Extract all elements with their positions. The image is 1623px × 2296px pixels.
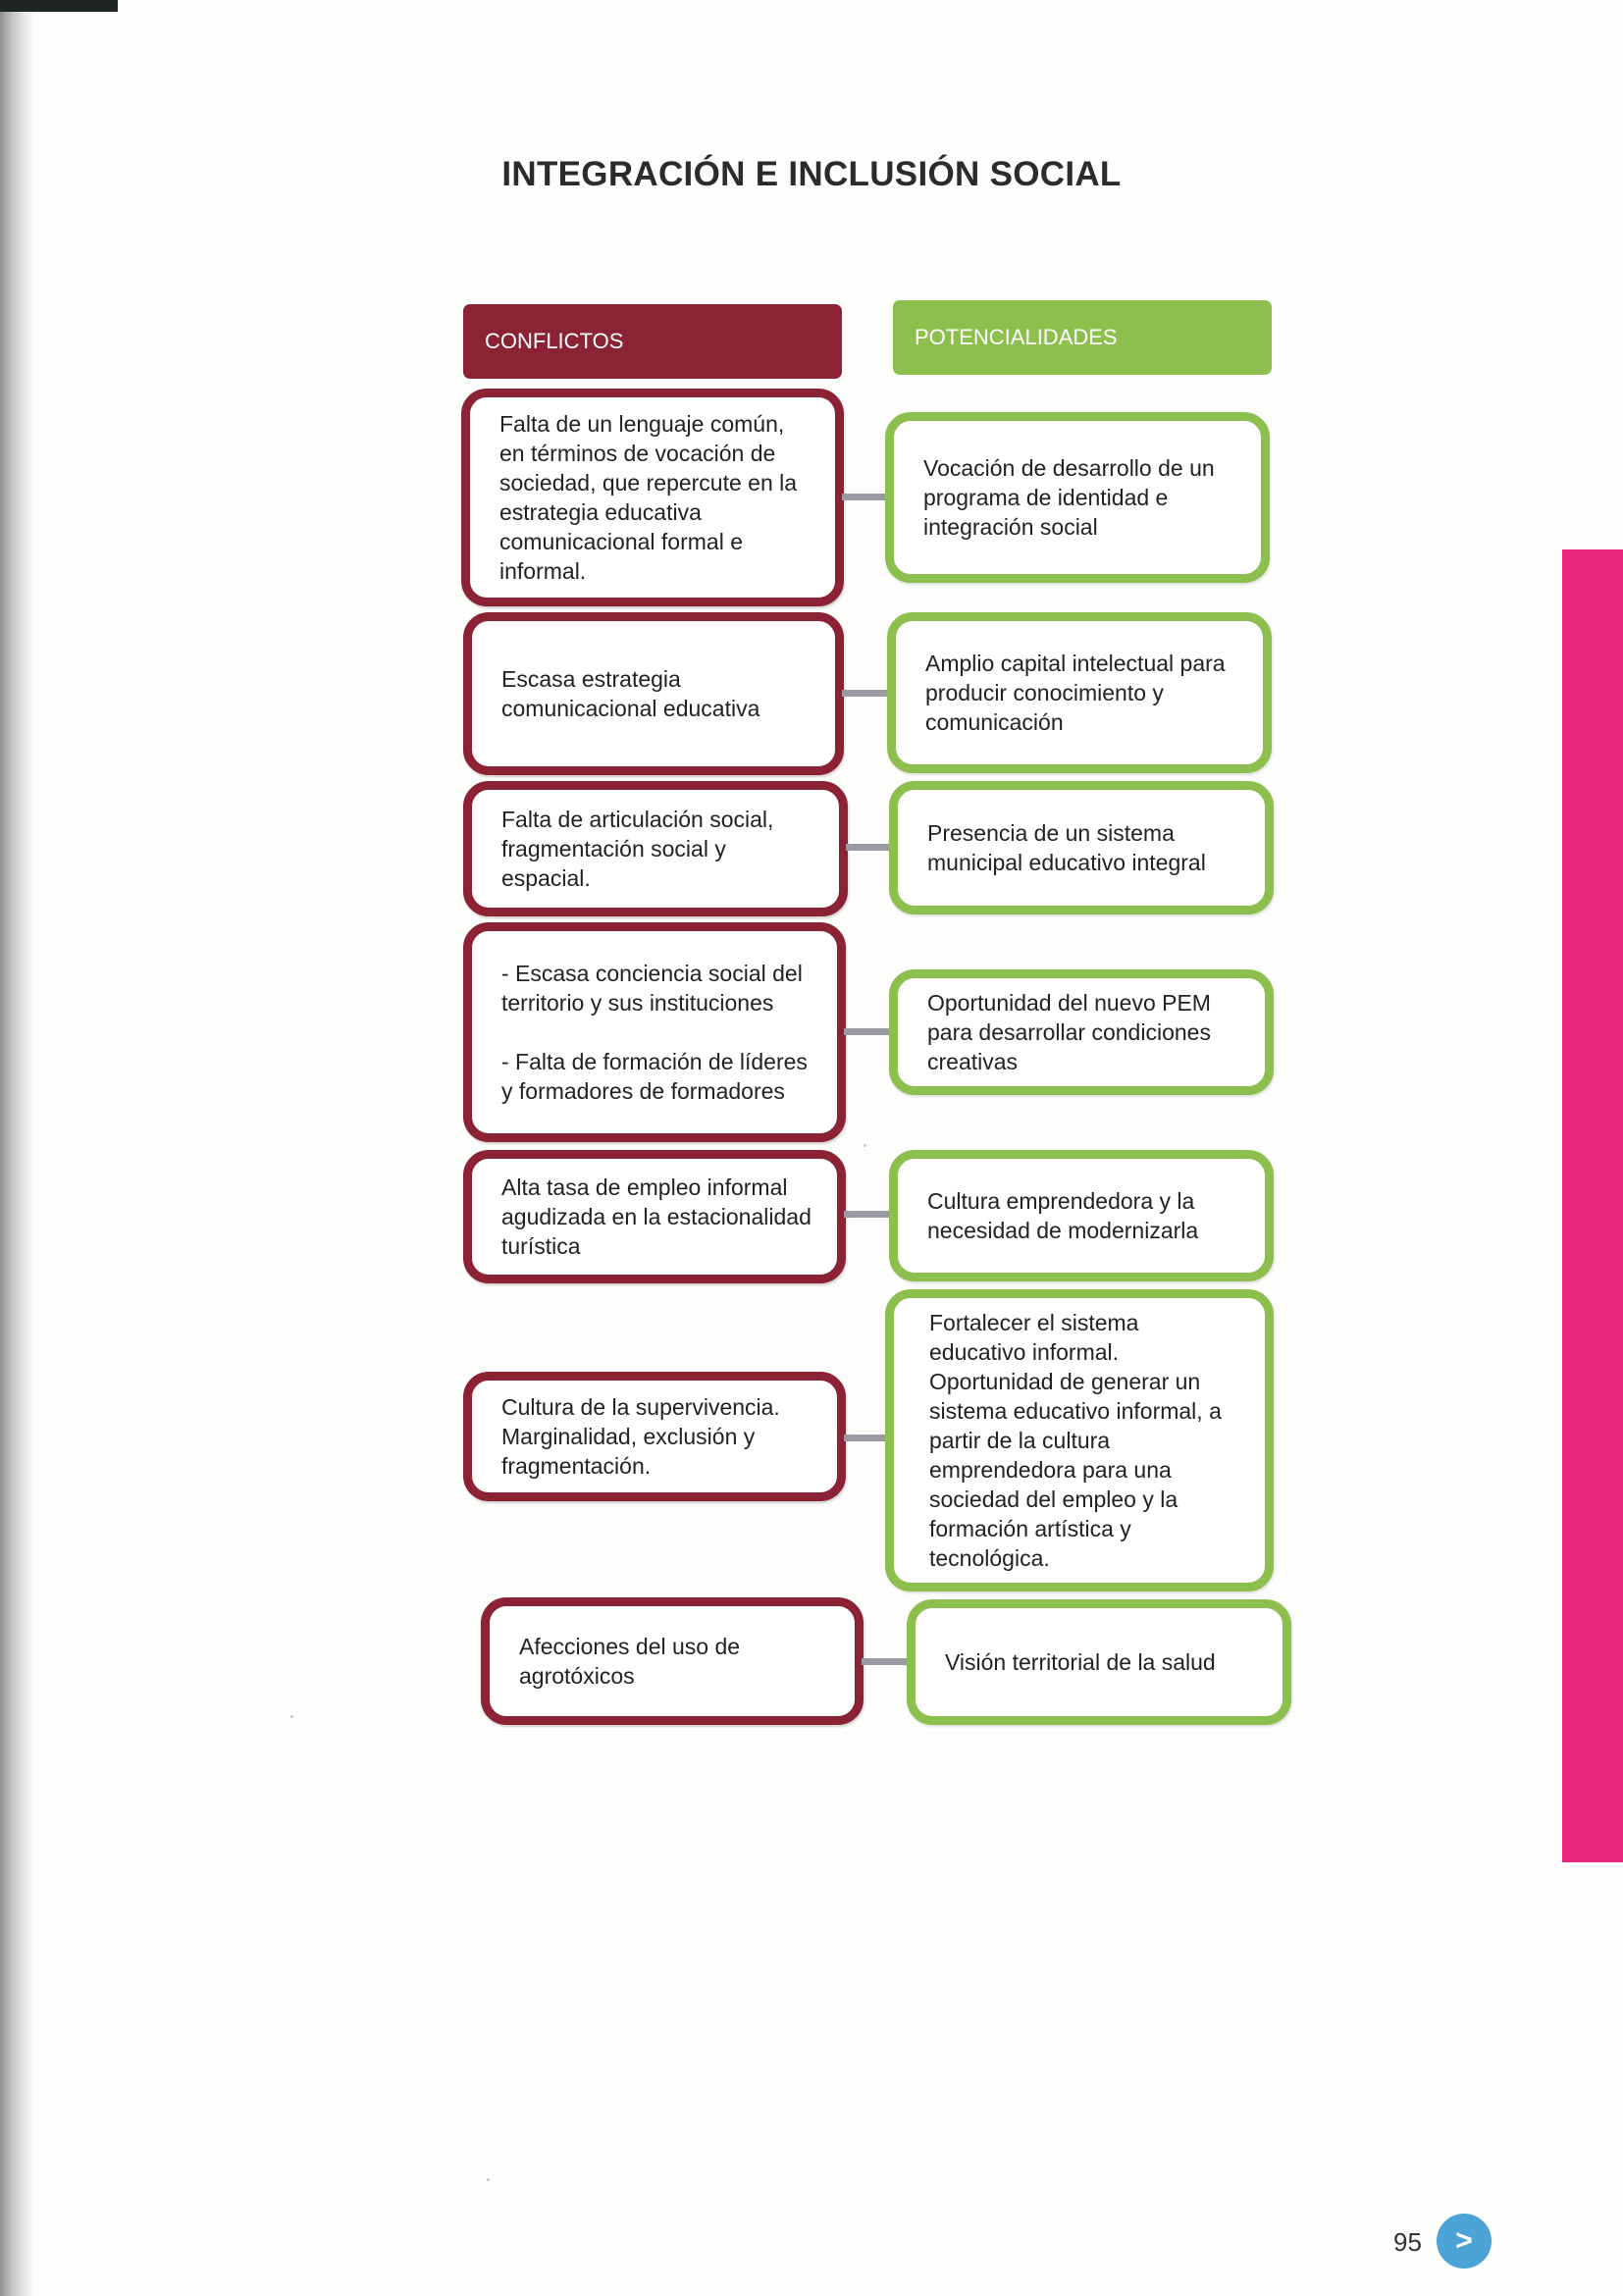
connector-line	[842, 690, 889, 697]
conflict-box	[463, 922, 846, 1142]
conflict-text: Falta de un lenguaje común, en términos de vocación de sociedad, que repercute en la estrategia educativa comunicacional formal e informal.	[499, 411, 798, 584]
header-potentials-label: POTENCIALIDADES	[915, 325, 1118, 349]
potential-text: Oportunidad del nuevo PEM para desarrollar condiciones creativas	[927, 990, 1211, 1074]
header-conflicts	[463, 304, 842, 379]
potential-text: Presencia de un sistema municipal educativo integral	[927, 820, 1206, 875]
conflict-text: Alta tasa de empleo informal agudizada en la estacionalidad turística	[501, 1174, 812, 1259]
potential-box	[907, 1599, 1291, 1725]
potential-box	[889, 1150, 1274, 1281]
conflict-text: Escasa estrategia comunicacional educativa	[501, 666, 760, 721]
potential-text: Vocación de desarrollo de un programa de identidad e integración social	[923, 455, 1215, 540]
conflict-box	[461, 389, 844, 606]
potential-text: Fortalecer el sistema educativo informal. Oportunidad de generar un sistema educativo informal, a partir de la cultura emprendedora para una sociedad del empleo y la formación artística y tecnológica.	[929, 1310, 1222, 1571]
scan-speck	[487, 2178, 490, 2181]
potential-box	[889, 969, 1274, 1095]
connector-line	[842, 494, 887, 500]
conflict-text: Cultura de la supervivencia. Marginalidad, exclusión y fragmentación.	[501, 1394, 780, 1479]
connector-line	[844, 1211, 891, 1218]
conflict-box	[463, 781, 848, 916]
book-spine-shadow	[0, 0, 33, 2296]
chevron-right-icon: >	[1455, 2224, 1473, 2257]
conflict-box	[463, 612, 844, 775]
connector-line	[846, 844, 891, 851]
potential-box	[889, 781, 1274, 914]
section-side-tab	[1562, 549, 1623, 1862]
connector-line	[844, 1028, 891, 1035]
conflict-box	[481, 1597, 864, 1725]
potential-box	[885, 1289, 1274, 1592]
next-page-button[interactable]	[1437, 2214, 1492, 2269]
scan-speck	[290, 1715, 293, 1718]
conflict-box	[463, 1372, 846, 1501]
connector-line	[862, 1658, 909, 1665]
conflict-box	[463, 1150, 846, 1283]
conflict-text: Falta de articulación social, fragmentación social y espacial.	[501, 807, 774, 891]
header-conflicts-label: CONFLICTOS	[485, 329, 624, 353]
potential-text: Amplio capital intelectual para producir conocimiento y comunicación	[925, 651, 1226, 735]
connector-line	[844, 1435, 889, 1441]
conflict-text: Afecciones del uso de agrotóxicos	[519, 1634, 741, 1689]
scan-corner-mark	[0, 0, 118, 12]
page-number: 95	[1393, 2227, 1422, 2257]
potential-text: Visión territorial de la salud	[945, 1649, 1216, 1675]
page-title: INTEGRACIÓN E INCLUSIÓN SOCIAL	[501, 155, 1122, 193]
scan-speck	[864, 1144, 866, 1147]
potential-box	[885, 412, 1270, 583]
conflict-text: - Escasa conciencia social del territorio y sus instituciones - Falta de formación de líderes y formadores de formadores	[501, 961, 808, 1104]
potential-text: Cultura emprendedora y la necesidad de modernizarla	[927, 1188, 1199, 1243]
potential-box	[887, 612, 1272, 773]
header-potentials	[893, 300, 1272, 375]
